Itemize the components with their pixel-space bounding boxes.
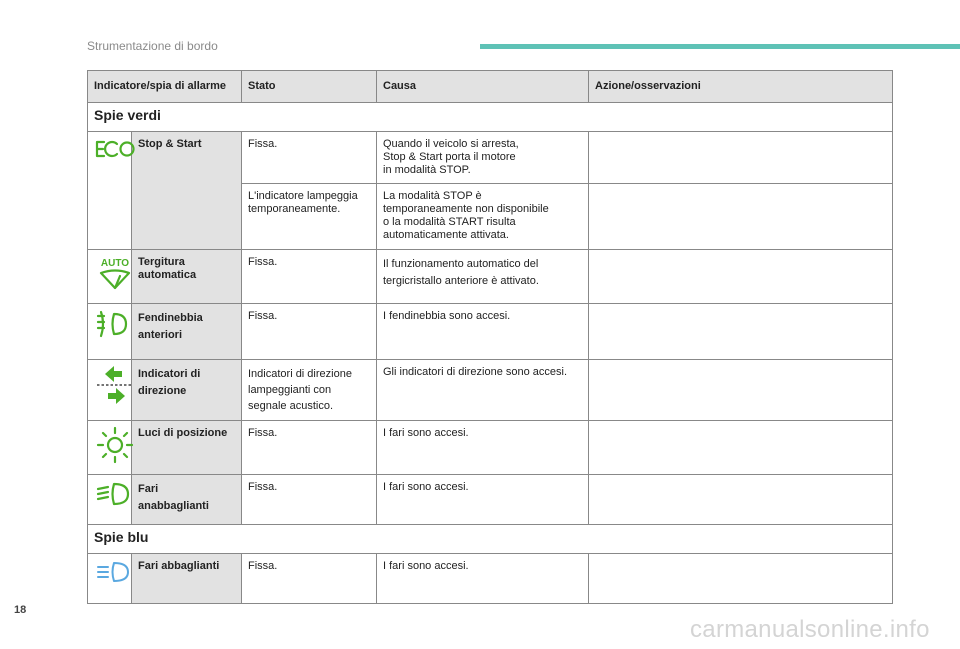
table-row [88, 554, 893, 604]
table-header-row [88, 71, 893, 103]
row-stato: Fissa. [242, 475, 377, 525]
table-row [88, 360, 893, 421]
row-causa: I fari sono accesi. [377, 421, 589, 475]
row-name: Fari anabbaglianti [132, 475, 242, 525]
auto-wiper-icon [94, 256, 136, 292]
row-stato: Fissa. [242, 132, 377, 184]
row-causa: Quando il veicolo si arresta, Stop & Start porta il motore in modalità STOP. [377, 132, 589, 184]
row-stato: Fissa. [242, 421, 377, 475]
row-stato: Indicatori di direzione lampeggianti con segnale acustico. [242, 360, 377, 421]
row-name: Stop & Start [132, 132, 242, 250]
row-azione [589, 360, 893, 421]
row-stato: Fissa. [242, 250, 377, 304]
column-header-causa: Causa [377, 71, 589, 103]
row-stato: Fissa. [242, 554, 377, 604]
table-row [88, 304, 893, 360]
icon-cell [88, 132, 132, 250]
row-name: Fendinebbia anteriori [132, 304, 242, 360]
row-azione [589, 184, 893, 250]
row-causa: Gli indicatori di direzione sono accesi. [377, 360, 589, 421]
section-row-blue [88, 525, 893, 554]
row-causa: I fari sono accesi. [377, 554, 589, 604]
row-azione [589, 475, 893, 525]
column-header-azione: Azione/osservazioni [589, 71, 893, 103]
row-causa: La modalità STOP è temporaneamente non disponibile o la modalità START risulta automaticamente attivata. [377, 184, 589, 250]
warning-lights-table [87, 70, 893, 604]
page-header-title: Strumentazione di bordo [87, 39, 218, 53]
section-title-green: Spie verdi [88, 103, 893, 132]
column-header-indicator: Indicatore/spia di allarme [88, 71, 242, 103]
row-name: Tergitura automatica [132, 250, 242, 304]
column-header-stato: Stato [242, 71, 377, 103]
header-accent-bar [480, 44, 960, 49]
table-row [88, 132, 893, 184]
icon-cell [88, 304, 132, 360]
page-number: 18 [14, 604, 27, 616]
row-azione [589, 421, 893, 475]
row-name: Luci di posizione [132, 421, 242, 475]
position-light-icon [94, 426, 136, 464]
row-name: Indicatori di direzione [132, 360, 242, 421]
row-causa: Il funzionamento automatico del tergicristallo anteriore è attivato. [377, 250, 589, 304]
row-causa: I fendinebbia sono accesi. [377, 304, 589, 360]
row-name: Fari abbaglianti [132, 554, 242, 604]
turn-signal-icon [94, 364, 136, 404]
high-beam-icon [94, 560, 136, 586]
auto-icon-label: AUTO [100, 258, 130, 269]
row-stato: L'indicatore lampeggia temporaneamente. [242, 184, 377, 250]
icon-cell [88, 360, 132, 421]
icon-cell [88, 250, 132, 304]
table-row [88, 475, 893, 525]
icon-cell [88, 421, 132, 475]
icon-cell [88, 554, 132, 604]
table-row [88, 250, 893, 304]
watermark: carmanualsonline.info [690, 616, 930, 643]
row-azione [589, 304, 893, 360]
eco-icon [94, 138, 136, 160]
front-fog-light-icon [94, 310, 136, 338]
table-row [88, 421, 893, 475]
row-azione [589, 250, 893, 304]
section-row-green [88, 103, 893, 132]
low-beam-icon [94, 481, 136, 507]
row-azione [589, 132, 893, 184]
row-azione [589, 554, 893, 604]
row-stato: Fissa. [242, 304, 377, 360]
row-causa: I fari sono accesi. [377, 475, 589, 525]
section-title-blue: Spie blu [88, 525, 893, 554]
icon-cell [88, 475, 132, 525]
